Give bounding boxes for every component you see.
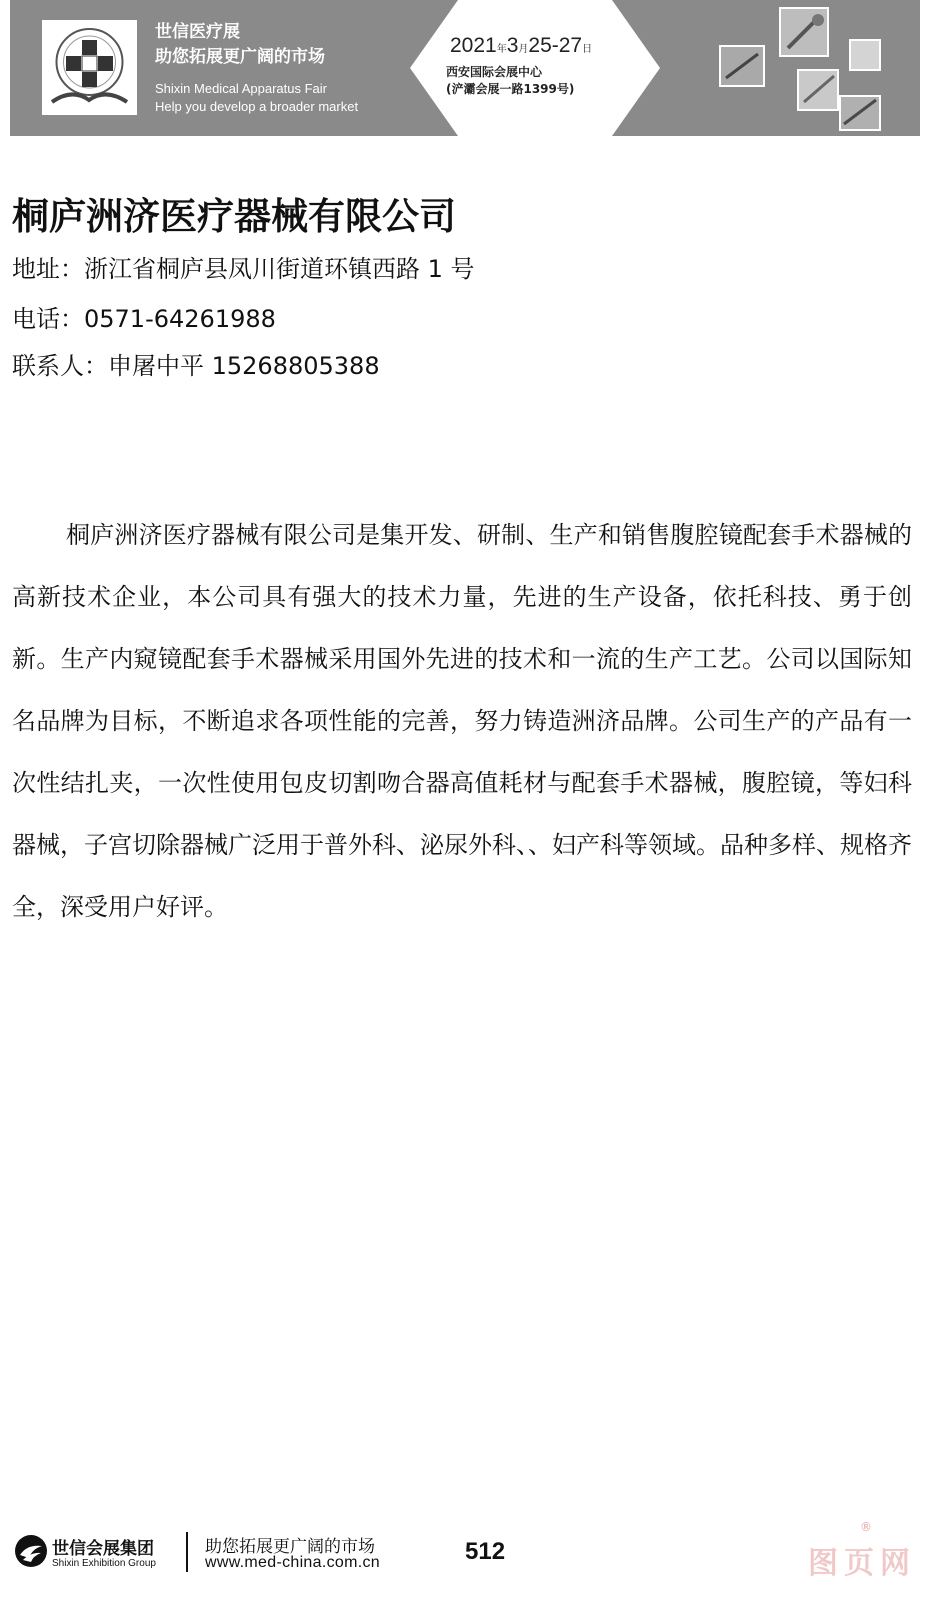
- venue-address: (浐灞会展一路1399号): [446, 82, 575, 96]
- fair-venue: [446, 64, 574, 98]
- footer-group-name-en: Shixin Exhibition Group: [52, 1558, 156, 1569]
- fair-title-cn-block: [155, 20, 325, 70]
- venue-name: 西安国际会展中心: [446, 65, 543, 79]
- fair-title-en: Shixin Medical Apparatus Fair: [155, 81, 327, 96]
- date-days: 25-27: [528, 34, 583, 57]
- company-name: 桐庐洲济医疗器械有限公司: [12, 195, 456, 238]
- fair-slogan-en: Help you develop a broader market: [155, 99, 359, 114]
- footer-slogan: 助您拓展更广阔的市场: [205, 1537, 375, 1557]
- footer-group-name-cn: 世信会展集团: [52, 1539, 154, 1559]
- date-year: 2021: [450, 34, 497, 57]
- fair-title-en-block: [155, 80, 358, 116]
- date-day-unit: 日: [582, 44, 593, 55]
- company-contact: 联系人：申屠中平 15268805388: [12, 352, 380, 380]
- date-month-unit: 月: [518, 44, 529, 55]
- footer-url: www.med-china.com.cn: [205, 1554, 380, 1571]
- fair-title-cn: 世信医疗展: [155, 22, 240, 42]
- instrument-photos: [710, 0, 890, 136]
- company-address: 地址：浙江省桐庐县凤川街道环镇西路 1 号: [12, 255, 475, 283]
- date-month: 3: [506, 34, 519, 57]
- watermark-registered-mark: ®: [860, 1520, 872, 1534]
- company-phone: 电话：0571-64261988: [12, 305, 276, 333]
- fair-logo: [42, 20, 137, 115]
- shixin-group-logo-icon: [14, 1534, 48, 1568]
- fair-date: [450, 34, 592, 58]
- company-description: 桐庐洲济医疗器械有限公司是集开发、研制、生产和销售腹腔镜配套手术器械的高新技术企业，本公司具有强大的技术力量，先进的生产设备，依托科技、勇于创新。生产内窥镜配套手术器械采用国外先进的技术和一流的生产工艺。公司以国际知名品牌为目标，不断追求各项性能的完善，努力铸造洲济品牌。公司生产的产品有一次性结扎夹，一次性使用包皮切割吻合器高值耗材与配套手术器械，腹腔镜，等妇科器械，子宫切除器械广泛用于普外科、泌尿外科、、妇产科等领域。品种多样、规格齐全，深受用户好评。: [12, 521, 912, 921]
- watermark: 图页网: [808, 1546, 916, 1581]
- date-year-unit: 年: [496, 44, 507, 55]
- fair-date-panel: [410, 0, 660, 136]
- page-number: 512: [465, 1538, 506, 1565]
- fair-slogan-cn: 助您拓展更广阔的市场: [155, 47, 325, 67]
- footer-divider: [186, 1532, 188, 1572]
- header-banner: [10, 0, 920, 136]
- page-footer: [0, 1520, 939, 1600]
